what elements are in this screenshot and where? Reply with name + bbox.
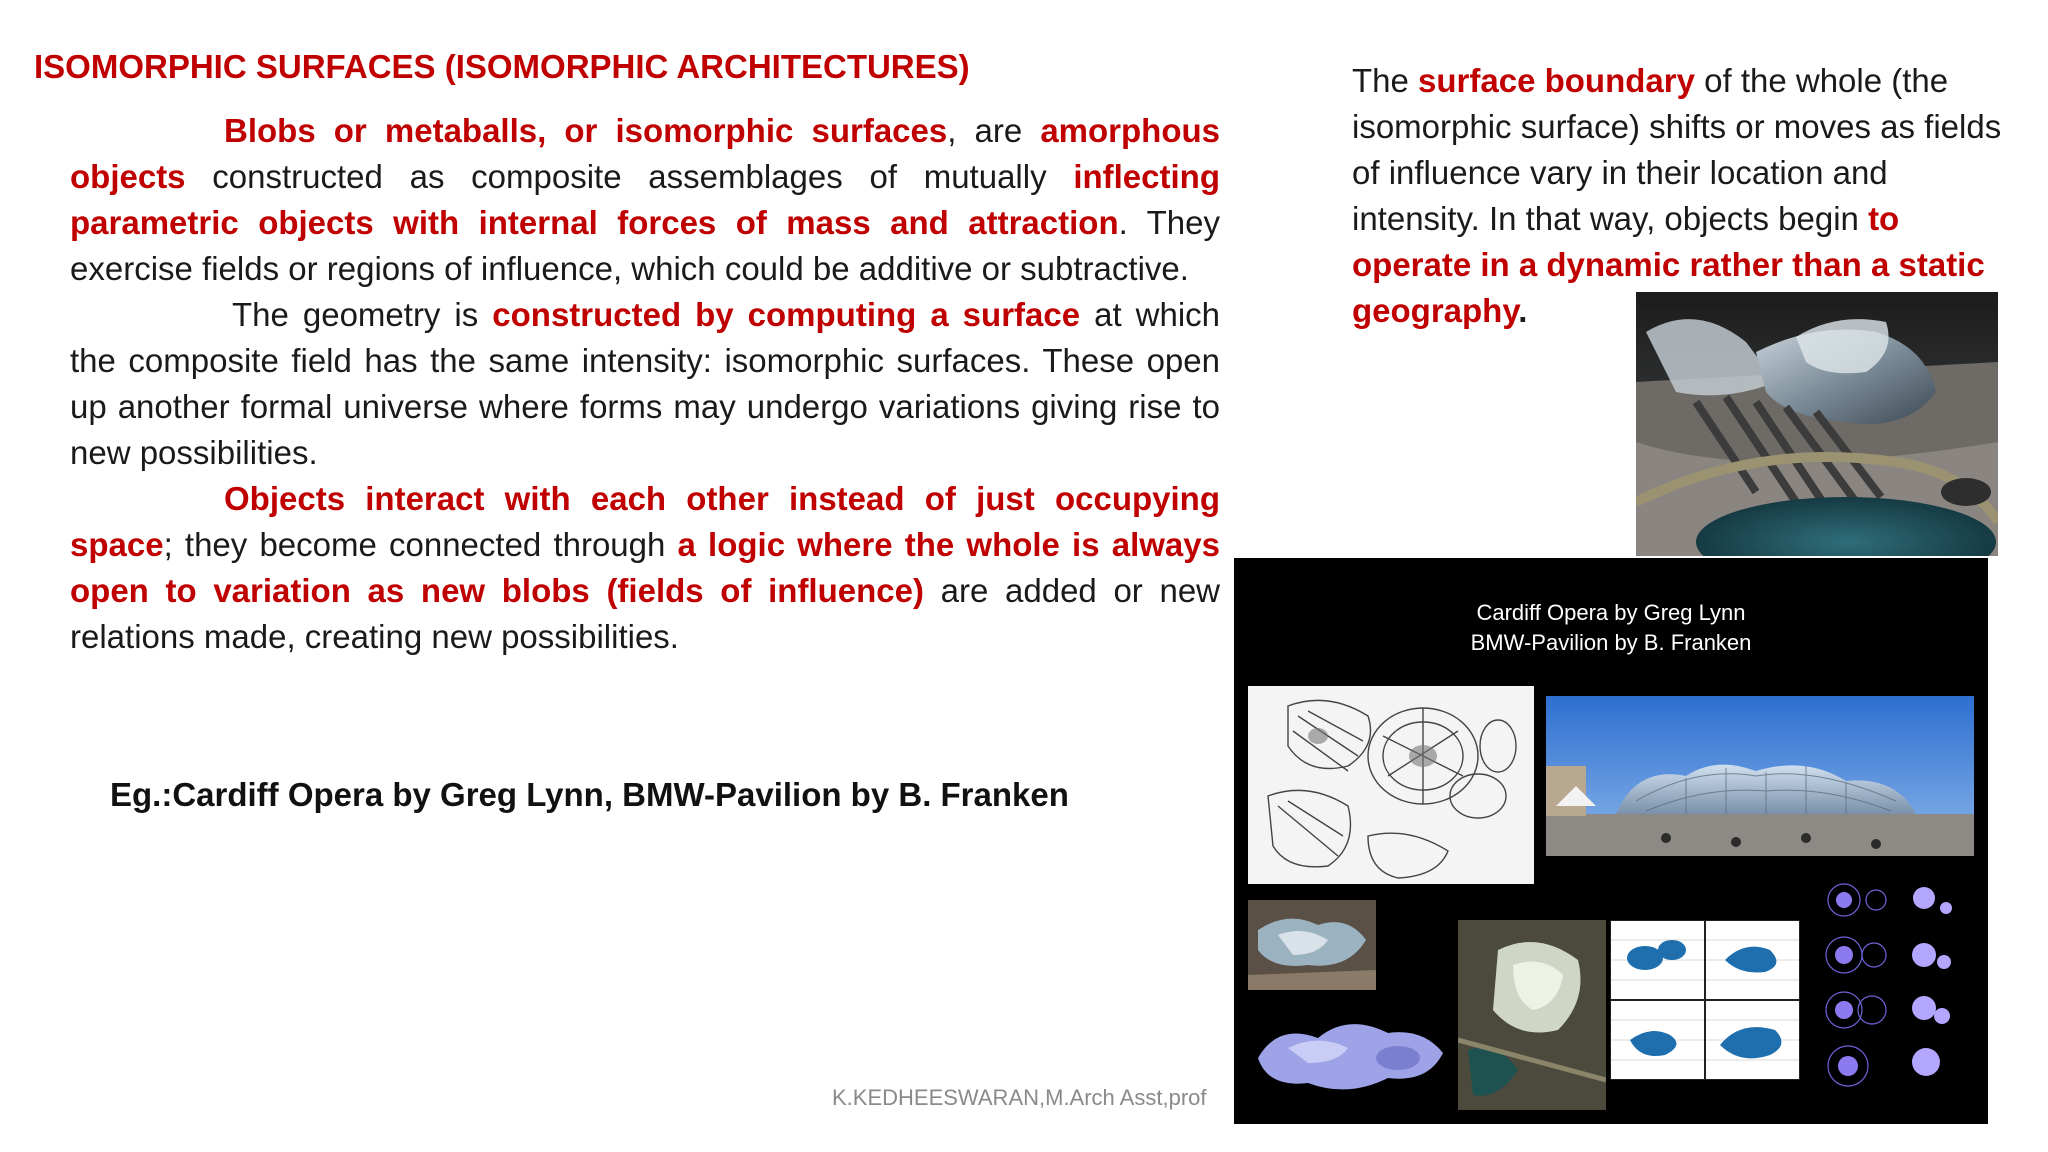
paragraph-geometry (70, 292, 1220, 476)
slide-title: ISOMORPHIC SURFACES (ISOMORPHIC ARCHITECTURES) (34, 48, 970, 85)
text-span: . They exercise fields or regions of influence, which could be additive or subtractive. (70, 204, 1220, 287)
main-body-text (70, 108, 1220, 660)
cardiff-aerial-model (1458, 920, 1606, 1110)
text-span: at which the composite field has the same intensity: isomorphic surfaces. These open up another formal universe where forms may undergo variations giving rise to new possibilities. (70, 296, 1220, 471)
highlight-logic: a logic where the whole is always open to variation as new blobs (fields of influence) (70, 526, 1220, 609)
text-span: The geometry is (232, 296, 493, 333)
example-line: Eg.:Cardiff Opera by Greg Lynn, BMW-Pavilion by B. Franken (110, 776, 1069, 813)
highlight-amorphous: amorphous objects (70, 112, 1221, 195)
field-diagrams-drawing (1806, 870, 1976, 1120)
paragraph-blobs (70, 108, 1220, 292)
cardiff-opera-render-image (1636, 292, 1998, 556)
cardiff-opera-sketch-image (1248, 686, 1534, 884)
highlight-objects-interact: Objects interact with each other instead of just occupying space (70, 480, 1220, 563)
text-span: , are (947, 112, 1041, 149)
text-span: The (1352, 62, 1419, 99)
bmw-pavilion-photo (1546, 696, 1974, 856)
highlight-blobs: Blobs or metaballs, or isomorphic surfaces (224, 112, 948, 149)
blob-render-drawing (1248, 998, 1458, 1108)
highlight-surface-boundary: surface boundary (1418, 62, 1695, 99)
blob-diagram-grid (1610, 920, 1800, 1080)
paragraph-objects (70, 476, 1220, 660)
collage-caption (1234, 598, 1988, 658)
cardiff-model-render-1 (1248, 900, 1376, 990)
highlight-computing: constructed by computing a surface (492, 296, 1081, 333)
text-span: of the whole (the isomorphic surface) shifts or moves as fields of influence vary in their location and intensity. In that way, objects begin (1352, 62, 2002, 237)
render-1-drawing (1248, 900, 1376, 990)
author-credit: K.KEDHEESWARAN,M.Arch Asst,prof (832, 1085, 1207, 1110)
text-span: . (1518, 292, 1528, 329)
aerial-model-drawing (1458, 920, 1606, 1110)
caption-line-bmw: BMW-Pavilion by B. Franken (1470, 630, 1752, 655)
highlight-dynamic: to operate in a dynamic rather than a static geography (1352, 200, 1985, 329)
blob-diagrams-drawing (1610, 920, 1800, 1080)
cardiff-opera-render-drawing (1636, 292, 1998, 556)
sketch-drawing (1248, 686, 1534, 884)
bmw-pavilion-drawing (1546, 696, 1974, 856)
text-span: constructed as composite assemblages of mutually (185, 158, 1074, 195)
blob-model-render (1248, 998, 1458, 1108)
text-span: are added or new relations made, creating new possibilities. (70, 572, 1221, 655)
text-span: ; they become connected through (163, 526, 678, 563)
examples-collage (1234, 558, 1988, 1124)
field-of-influence-diagrams (1806, 870, 1976, 1120)
caption-line-cardiff: Cardiff Opera by Greg Lynn (1476, 600, 1746, 625)
highlight-inflecting: inflecting parametric objects with internal forces of mass and attraction (70, 158, 1220, 241)
